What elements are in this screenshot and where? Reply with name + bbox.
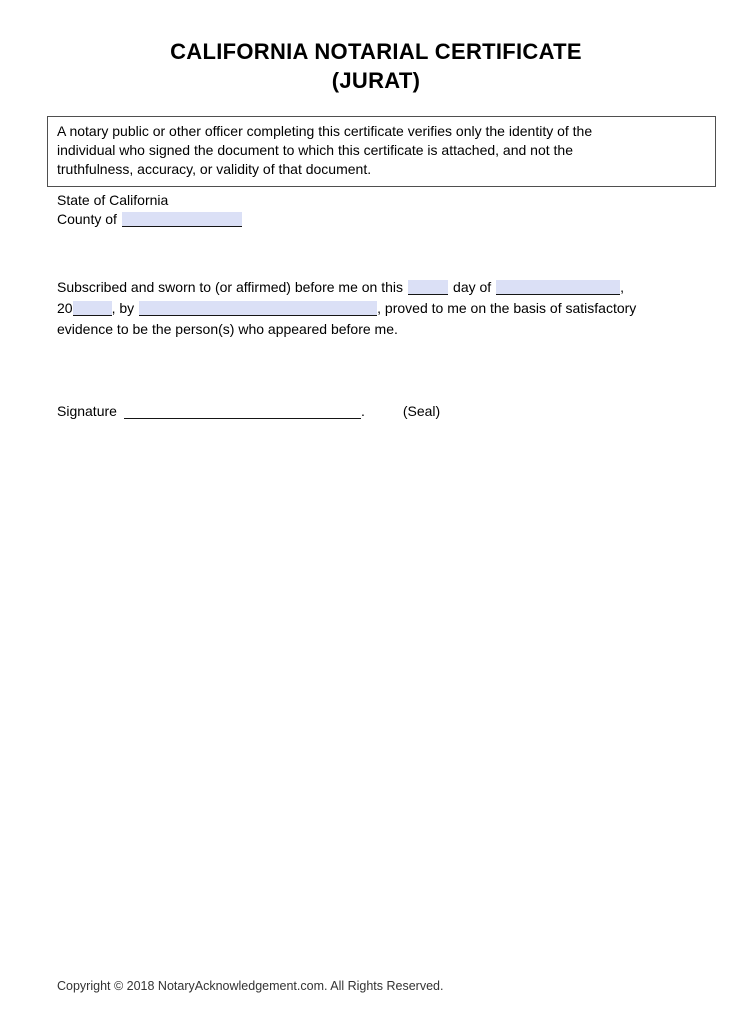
statement-text: 20: [57, 300, 73, 316]
signature-row: [57, 403, 440, 419]
month-field[interactable]: [496, 280, 620, 295]
copyright-footer: Copyright © 2018 NotaryAcknowledgement.com. All Rights Reserved.: [57, 979, 444, 993]
statement-text: ,: [620, 279, 625, 295]
year-field[interactable]: [73, 301, 112, 316]
statement-line-1: [57, 277, 717, 298]
disclaimer-text-line: A notary public or other officer completing this certificate verifies only the identity of the: [57, 123, 593, 139]
subtitle-line: (JURAT): [331, 68, 421, 93]
signature-line: [124, 405, 361, 419]
disclaimer-box: [47, 116, 716, 187]
signature-period: .: [360, 403, 365, 419]
county-label: County of: [57, 211, 117, 227]
statement-text: , proved to me on the basis of satisfactory: [377, 300, 637, 316]
county-field[interactable]: [122, 212, 242, 227]
statement-text: Subscribed and sworn to (or affirmed) before me on this: [57, 279, 404, 295]
statement-text: , by: [111, 300, 135, 316]
disclaimer-text-line: individual who signed the document to which this certificate is attached, and not the: [57, 142, 573, 158]
seal-label: (Seal): [402, 403, 441, 419]
state-line: State of California: [57, 192, 169, 208]
statement-line-2: [57, 298, 717, 319]
statement-text: evidence to be the person(s) who appeared before me.: [57, 321, 398, 337]
statement-text: day of: [453, 279, 492, 295]
signature-label: Signature: [57, 403, 117, 419]
disclaimer-text-line: truthfulness, accuracy, or validity of that document.: [57, 161, 372, 177]
signer-name-field[interactable]: [139, 301, 377, 316]
page-title: [0, 37, 752, 95]
county-line: [57, 210, 242, 229]
statement-line-3: [57, 319, 717, 340]
venue-block: [57, 191, 242, 229]
jurat-statement: [57, 277, 717, 340]
title-line: CALIFORNIA NOTARIAL CERTIFICATE: [170, 39, 582, 64]
day-field[interactable]: [408, 280, 448, 295]
